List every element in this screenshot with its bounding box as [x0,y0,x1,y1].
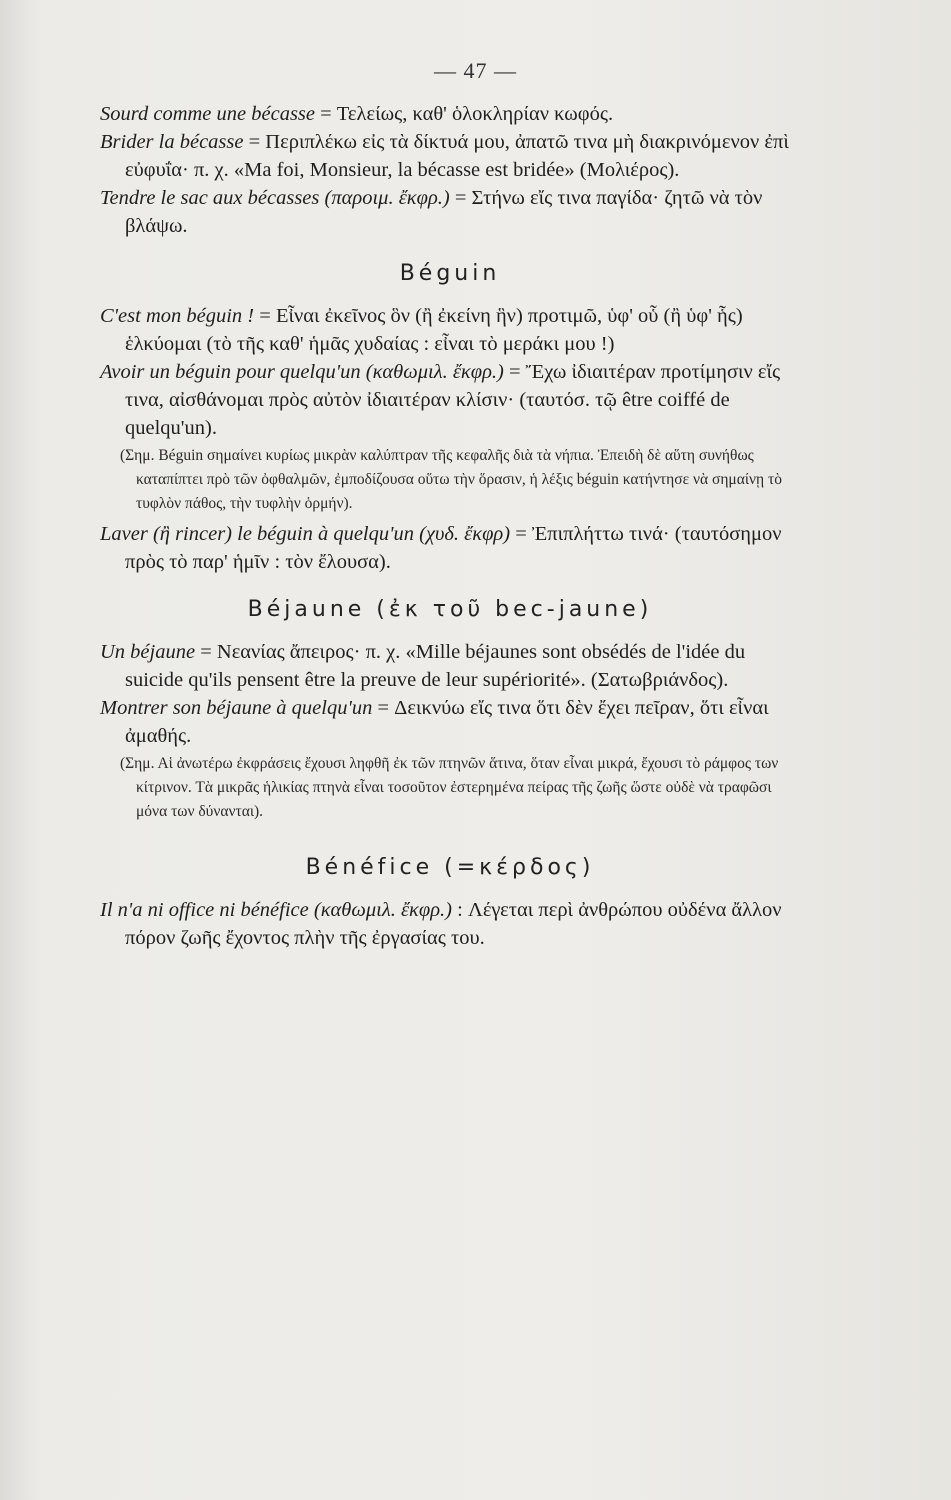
entry-cest-mon-beguin [100,302,800,358]
page-number: — 47 — [434,58,517,83]
greek-definition: = Περιπλέκω εἰς τὰ δίκτυά μου, ἀπατῶ τινα μὴ διακρινόμενον ἐπὶ εὐφυΐα· π. χ. «Ma foi, Monsieur, la bécasse est bridée» (Μολιέρος). [125,131,789,181]
entry-avoir-un-beguin [100,358,800,442]
entry-ni-office-ni-benefice [100,896,800,952]
french-phrase: Il n'a ni office ni bénéfice (καθωμιλ. ἔκφρ.) [100,899,453,921]
note-beguin: (Σημ. Béguin σημαίνει κυρίως μικρὰν καλύπτραν τῆς κεφαλῆς διὰ τὰ νήπια. Ἐπειδὴ δὲ αὕτη συνήθως καταπίπτει πρὸ τῶν ὀφθαλμῶν, ἐμποδίζουσα οὕτω τὴν ὅρασιν, ἡ λέξις béguin κατήντησε νὰ σημαίνῃ τὸ τυφλὸν πάθος, τὴν τυφλὴν ὁρμήν). [120,447,783,512]
section-heading-bejaune: Béjaune (ἐκ τοῦ bec-jaune) [247,597,653,622]
greek-definition: = Στήνω εἴς τινα παγίδα· ζητῶ νὰ τὸν βλάψω. [125,187,763,237]
spacer [100,828,800,834]
french-phrase: Montrer son béjaune à quelqu'un [100,697,373,719]
french-phrase: Laver (ἢ rincer) le béguin à quelqu'un (χυδ. ἔκφρ) [100,523,511,545]
entry-laver-le-beguin [100,520,800,576]
greek-definition: = Τελείως, καθ' ὁλοκληρίαν κωφός. [315,103,614,125]
french-phrase: Tendre le sac aux bécasses (παροιμ. ἔκφρ.) [100,187,450,209]
french-phrase: Avoir un béguin pour quelqu'un (καθωμιλ. ἔκφρ.) [100,361,504,383]
greek-definition: = Νεανίας ἄπειρος· π. χ. «Mille béjaunes sont obsédés de l'idée du suicide qu'ils pensent être la preuve de leur supériorité». (Σατωβριάνδος). [125,641,746,691]
entry-un-bejaune [100,638,800,694]
french-phrase: C'est mon béguin ! [100,305,255,327]
french-phrase: Sourd comme une bécasse [100,103,315,125]
french-phrase: Brider la bécasse [100,131,244,153]
note-bejaune: (Σημ. Αἱ ἀνωτέρω ἐκφράσεις ἔχουσι ληφθῆ ἐκ τῶν πτηνῶν ἅτινα, ὅταν εἶναι μικρά, ἔχουσι τὸ ράμφος των κίτρινον. Τὰ μικρᾶς ἡλικίας πτηνὰ εἶναι τοσοῦτον ἐστερημένα πείρας τῆς ζωῆς ὥστε οὐδὲ νὰ τραφῶσι μόνα των δύνανται). [120,755,779,820]
greek-definition: = Ἔχω ἰδιαιτέραν προτίμησιν εἴς τινα, αἰσθάνομαι πρὸς αὐτὸν ἰδιαιτέραν κλίσιν· (ταυτόσ. τῷ être coiffé de quelqu'un). [125,361,781,439]
entry-montrer-son-bejaune [100,694,800,750]
entry-tendre-le-sac [100,184,800,240]
french-phrase: Un béjaune [100,641,196,663]
greek-definition: : Λέγεται περὶ ἀνθρώπου οὐδένα ἄλλον πόρον ζωῆς ἔχοντος πλὴν τῆς ἐργασίας του. [125,899,782,949]
page-content [100,100,800,952]
section-heading-beguin: Béguin [399,261,501,286]
greek-definition: = Εἶναι ἐκεῖνος ὃν (ἢ ἐκείνη ἣν) προτιμῶ, ὑφ' οὗ (ἢ ὑφ' ἧς) ἑλκύομαι (τὸ τῆς καθ' ἡμᾶς χυδαίας : εἶναι τὸ μεράκι μου !) [125,305,743,355]
section-heading-benefice: Bénéfice (=κέρδος) [305,855,595,880]
entry-sourd-comme-une-becasse [100,100,800,128]
entry-brider-la-becasse [100,128,800,184]
greek-definition: = Δεικνύω εἴς τινα ὅτι δὲν ἔχει πεῖραν, ὅτι εἶναι ἀμαθής. [125,697,769,747]
greek-definition: = Ἐπιπλήττω τινά· (ταυτόσημον πρὸς τὸ παρ' ἡμῖν : τὸν ἔλουσα). [125,523,782,573]
